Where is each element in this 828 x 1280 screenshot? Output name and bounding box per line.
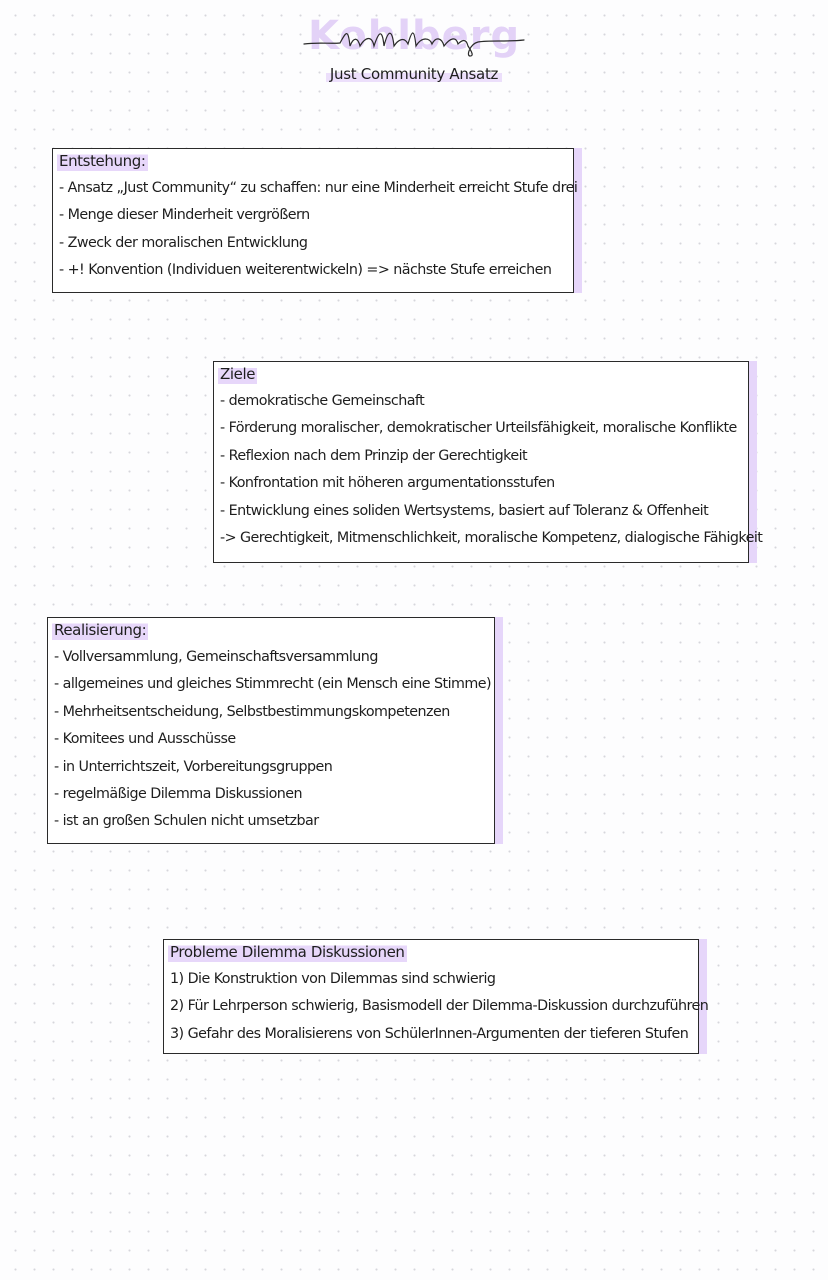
list-item: - Ansatz „Just Community“ zu schaffen: nur eine Minderheit erreicht Stufe drei [59,180,578,196]
page-title: Kohlberg [308,13,521,59]
list-item: - regelmäßige Dilemma Diskussionen [54,786,303,803]
section-list [170,966,709,1048]
page-subtitle: Just Community Ansatz [326,64,502,84]
section-probleme [163,939,709,1054]
handwritten-title-flourish [300,22,530,58]
section-ziele [213,361,763,563]
list-item: - demokratische Gemeinschaft [220,393,425,409]
list-item: 2) Für Lehrperson schwierig, Basismodell der Dilemma-Diskussion durchzuführen [170,998,709,1015]
list-item: - Förderung moralischer, demokratischer Urteilsfähigkeit, moralische Konflikte [220,420,737,437]
list-item: - Konfrontation mit höheren argumentationsstufen [220,475,555,492]
section-entstehung [52,148,578,293]
section-list [59,175,578,285]
section-list [54,644,494,836]
section-heading: Entstehung: [57,148,148,175]
list-item: - Vollversammlung, Gemeinschaftsversammlung [54,649,378,665]
list-item: - in Unterrichtszeit, Vorbereitungsgruppen [54,758,333,775]
section-realisierung [47,617,495,844]
list-item: - Komitees und Ausschüsse [54,731,236,748]
list-item: - ist an großen Schulen nicht umsetzbar [54,813,319,830]
list-item: 3) Gefahr des Moralisierens von SchülerInnen-Argumenten der tieferen Stufen [170,1025,689,1042]
list-item: - +! Konvention (Individuen weiterentwickeln) => nächste Stufe erreichen [59,262,552,279]
list-item: - Mehrheitsentscheidung, Selbstbestimmungskompetenzen [54,703,450,720]
list-item: -> Gerechtigkeit, Mitmenschlichkeit, moralische Kompetenz, dialogische Fähigkeit [220,530,763,547]
list-item: - Zweck der moralischen Entwicklung [59,234,308,251]
page-title-block [0,10,828,90]
list-item: - Entwicklung eines soliden Wertsystems, basiert auf Toleranz & Offenheit [220,502,709,519]
list-item: - allgemeines und gleiches Stimmrecht (ein Mensch eine Stimme) [54,676,492,693]
list-item: - Menge dieser Minderheit vergrößern [59,207,310,224]
section-heading: Realisierung: [52,617,148,644]
list-item: - Reflexion nach dem Prinzip der Gerechtigkeit [220,447,528,464]
section-list [220,388,763,552]
section-heading: Ziele [218,361,257,388]
list-item: 1) Die Konstruktion von Dilemmas sind schwierig [170,971,496,987]
section-heading: Probleme Dilemma Diskussionen [168,939,407,966]
